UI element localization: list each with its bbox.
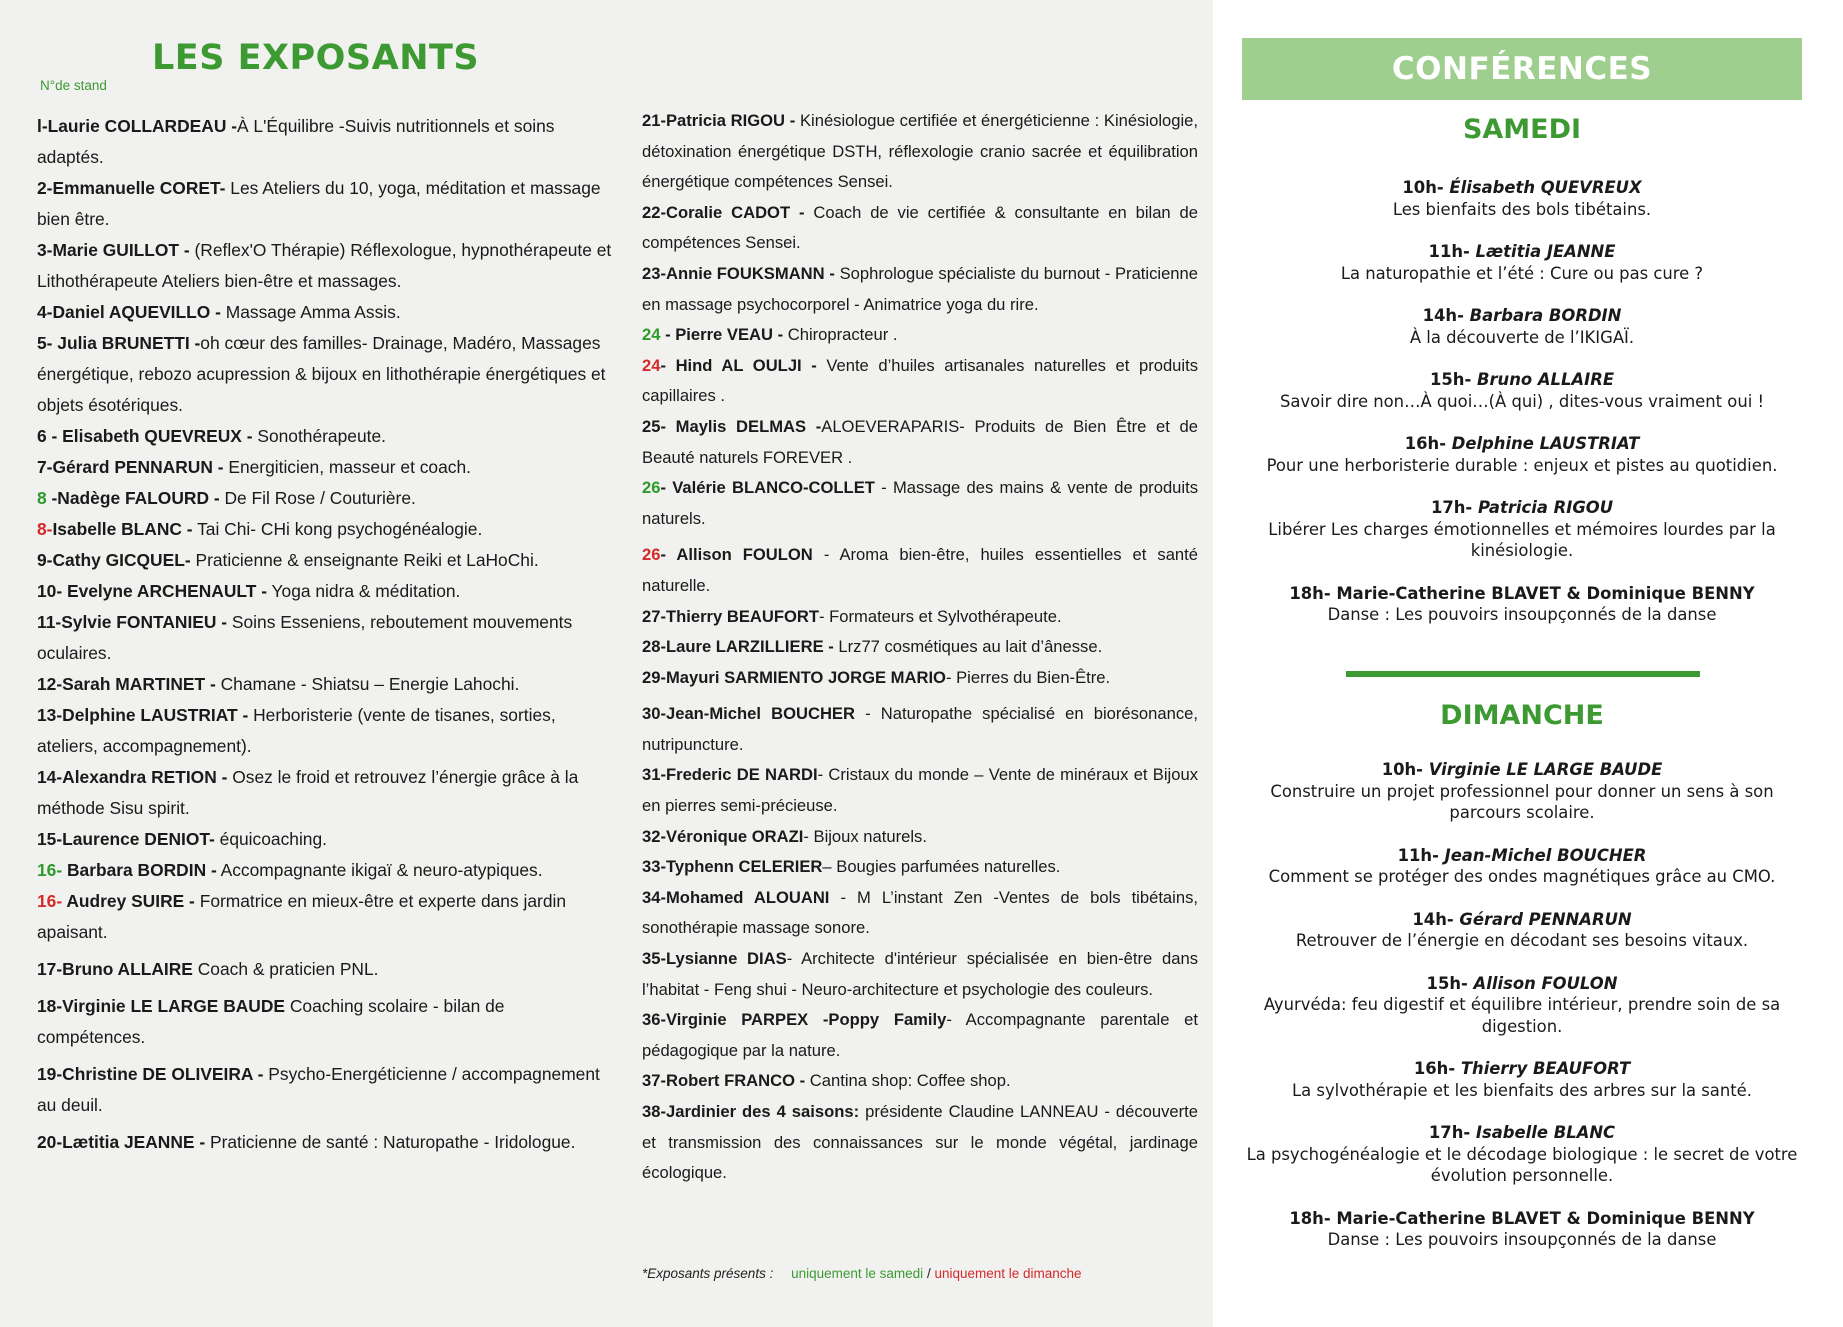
exhibitor-name: Jean-Michel BOUCHER [665, 704, 855, 724]
exhibitor-description: Formatrice en mieux-être et experte dans jardin apaisant. [37, 891, 567, 942]
exhibitor-name: Christine DE OLIVEIRA - [62, 1064, 264, 1084]
exhibitor-name: Sylvie FONTANIEU - [61, 612, 228, 632]
talk-time: 18h- [1289, 583, 1337, 603]
exhibitor-description: - Accompagnante parentale et pédagogique par la nature. [642, 1010, 1198, 1060]
talk-topic: Danse : Les pouvoirs insoupçonnés de la danse [1327, 1230, 1717, 1249]
talk-time: 18h- [1289, 1208, 1337, 1228]
exhibitor-entry [642, 1097, 1198, 1189]
exhibitor-name: - Hind AL OULJI - [660, 355, 817, 375]
stand-number: 10- [37, 581, 67, 601]
exhibitor-description: Yoga nidra & méditation. [267, 581, 461, 601]
talk-time: 16h- [1404, 434, 1452, 453]
exhibitor-entry [37, 855, 617, 886]
talk-speaker: Marie-Catherine BLAVET & Dominique BENNY [1336, 583, 1755, 603]
exhibitor-description: - Massage des mains & vente de produits naturels. [642, 478, 1198, 528]
exhibitor-entry [37, 991, 617, 1053]
stand-number: l- [37, 116, 48, 136]
exhibitor-entry [642, 760, 1198, 821]
stand-number: 26 [642, 545, 661, 565]
exposants-title: LES EXPOSANTS [152, 38, 480, 78]
talk-heading [1242, 909, 1802, 931]
talk-speaker: Patricia RIGOU [1477, 498, 1614, 517]
sunday-talks [1242, 759, 1802, 1272]
exhibitor-name: Sarah MARTINET - [62, 674, 216, 694]
talk-time: 11h- [1397, 845, 1445, 865]
stand-number: 26 [642, 478, 661, 498]
exhibitor-name: Laurie COLLARDEAU - [47, 116, 237, 136]
exhibitor-description: Energiticien, masseur et coach. [223, 457, 471, 477]
talk-topic: Les bienfaits des bols tibétains. [1392, 199, 1652, 219]
conference-talk [1242, 1058, 1802, 1101]
exhibitor-entry [37, 111, 617, 173]
talk-speaker: Allison FOULON [1473, 973, 1618, 993]
talk-speaker: Virginie LE LARGE BAUDE [1428, 760, 1663, 779]
talk-time: 14h- [1422, 306, 1470, 325]
exhibitor-description: Psycho-Energéticienne / accompagnement au deuil. [37, 1064, 600, 1115]
exhibitor-name: Frederic DE NARDI [665, 765, 818, 785]
exhibitor-description: équicoaching. [214, 829, 327, 849]
stand-number: 24 [642, 355, 661, 375]
exhibitor-name: Coralie CADOT - [665, 202, 805, 222]
exhibitor-name: Bruno ALLAIRE [62, 959, 193, 979]
conference-talk [1242, 241, 1802, 284]
stand-number: 17- [37, 959, 63, 979]
stand-number: 6 - [37, 426, 63, 446]
exhibitor-name: Emmanuelle CORET- [52, 178, 226, 198]
exhibitor-name: Robert FRANCO - [665, 1071, 806, 1091]
exposants-column-1 [37, 111, 617, 1158]
talk-topic: Pour une herboristerie durable : enjeux et pistes au quotidien. [1266, 455, 1778, 475]
stand-number: 23- [642, 263, 666, 283]
stand-number: 2 [37, 1132, 47, 1152]
conference-talk [1242, 369, 1802, 412]
exhibitor-name: Elisabeth QUEVREUX - [62, 426, 253, 446]
exhibitor-description: - Bijoux naturels. [803, 826, 927, 846]
stand-number: 7- [37, 457, 53, 477]
exhibitor-description: ALOEVERAPARIS- Produits de Bien Être et de Beauté naturels FOREVER . [642, 416, 1198, 467]
exhibitor-entry [642, 540, 1198, 601]
saturday-title: SAMEDI [1462, 114, 1582, 145]
talk-speaker: Élisabeth QUEVREUX [1449, 178, 1642, 197]
stand-number: 27- [642, 606, 666, 626]
talk-speaker: Bruno ALLAIRE [1476, 370, 1615, 389]
saturday-talks [1242, 177, 1802, 647]
talk-time: 15h- [1426, 973, 1474, 993]
conference-talk [1242, 1122, 1802, 1187]
exhibitor-name: -Nadège FALOURD - [51, 488, 220, 508]
exhibitor-description: Sonothérapeute. [252, 426, 386, 446]
exhibitor-description: Praticienne de santé : Naturopathe - Iridologue. [205, 1132, 576, 1152]
exhibitor-description: Praticienne & enseignante Reiki et LaHoChi. [190, 550, 539, 570]
talk-heading [1242, 241, 1802, 263]
stand-number: 13- [37, 705, 63, 725]
stand-number: 8 [37, 488, 52, 508]
exhibitor-entry [642, 632, 1198, 663]
talk-time: 16h- [1413, 1059, 1461, 1078]
stand-number: 16- [37, 860, 67, 880]
stand-number: 4- [37, 302, 53, 322]
exhibitor-description: Coach & praticien PNL. [192, 959, 379, 979]
talk-time: 11h- [1428, 242, 1476, 261]
exhibitor-description: - Aroma bien-être, huiles essentielles et santé naturelle. [642, 545, 1199, 595]
exhibitor-entry [642, 852, 1198, 883]
exhibitor-description: – Bougies parfumées naturelles. [822, 857, 1061, 877]
stand-number: 5- [37, 333, 58, 353]
exhibitor-description: Sophrologue spécialiste du burnout - Praticienne en massage psychocorporel - Animatrice yoga du rire. [642, 263, 1198, 314]
exhibitor-entry [642, 663, 1198, 694]
exhibitor-description: - Pierres du Bien-Être. [945, 667, 1111, 687]
talk-time: 10h- [1402, 178, 1450, 197]
exhibitor-entry [37, 545, 617, 576]
conference-talk [1242, 973, 1802, 1038]
conferences-header: CONFÉRENCES [1242, 38, 1802, 100]
conference-talk [1242, 305, 1802, 348]
exhibitor-description: présidente Claudine LANNEAU - découverte et transmission des connaissances sur le monde végétal, jardinage écologique. [642, 1102, 1198, 1183]
talk-topic: La naturopathie et l’été : Cure ou pas cure ? [1340, 263, 1704, 283]
stand-number: 29- [642, 667, 666, 687]
exhibitor-description: Les Ateliers du 10, yoga, méditation et massage bien être. [37, 178, 601, 229]
exhibitor-name: Jardinier des 4 saisons: [665, 1102, 860, 1121]
talk-speaker: Thierry BEAUFORT [1460, 1059, 1631, 1078]
exhibitor-name: Marie GUILLOT - [52, 240, 190, 260]
exhibitor-name: Gérard PENNARUN - [52, 457, 224, 477]
talk-heading [1242, 369, 1802, 391]
conference-talk [1242, 497, 1802, 562]
exhibitor-description: Tai Chi- CHi kong psychogénéalogie. [192, 519, 483, 539]
exhibitor-entry [642, 883, 1198, 944]
stand-number-label: N°de stand [40, 78, 107, 93]
exhibitor-entry [642, 473, 1198, 534]
talk-topic: Comment se protéger des ondes magnétiques grâce au CMO. [1268, 867, 1776, 886]
conference-talk [1242, 433, 1802, 476]
stand-number: 30- [642, 704, 666, 724]
talk-heading [1242, 177, 1802, 199]
exhibitor-entry [37, 514, 617, 545]
exhibitor-entry [37, 886, 617, 948]
exhibitor-entry [642, 944, 1198, 1005]
exhibitor-entry [37, 954, 617, 985]
exhibitor-description: Osez le froid et retrouvez l’énergie grâce à la méthode Sisu spirit. [37, 767, 579, 818]
exhibitor-entry [37, 700, 617, 762]
exhibitor-name: Mayuri SARMIENTO JORGE MARIO [665, 667, 946, 687]
talk-topic: La psychogénéalogie et le décodage biologique : le secret de votre évolution personnelle. [1246, 1144, 1798, 1185]
exhibitor-entry [642, 822, 1198, 853]
stand-number: 21- [642, 111, 666, 130]
talk-topic: Savoir dire non…À quoi…(À qui) , dites-vous vraiment oui ! [1279, 391, 1765, 411]
stand-number: 37- [642, 1071, 666, 1091]
conference-talk [1242, 909, 1802, 952]
stand-number: 31- [642, 765, 666, 785]
sunday-title: DIMANCHE [1440, 700, 1604, 731]
stand-number: 35- [642, 949, 666, 969]
exhibitor-description: Vente d’huiles artisanales naturelles et produits capillaires . [642, 355, 1199, 406]
exposants-column-2 [642, 106, 1198, 1189]
talk-heading [1242, 583, 1802, 605]
conference-talk [1242, 845, 1802, 888]
exhibitor-description: De Fil Rose / Couturière. [219, 488, 416, 508]
exhibitor-entry [37, 669, 617, 700]
exhibitor-entry [642, 351, 1198, 412]
exhibitor-description: Chamane - Shiatsu – Energie Lahochi. [215, 674, 520, 694]
talk-topic: Ayurvéda: feu digestif et équilibre intérieur, prendre soin de sa digestion. [1263, 995, 1781, 1036]
talk-topic: Danse : Les pouvoirs insoupçonnés de la danse [1327, 605, 1717, 624]
talk-speaker: Jean-Michel BOUCHER [1444, 845, 1647, 865]
talk-speaker: Barbara BORDIN [1469, 306, 1622, 325]
exhibitor-name: Virginie PARPEX -Poppy Family [665, 1010, 947, 1030]
talk-speaker: Lætitia JEANNE [1475, 242, 1616, 261]
attendance-note [642, 1266, 1082, 1281]
stand-number: 24 [642, 325, 661, 345]
exhibitor-entry [37, 762, 617, 824]
exhibitor-description: Chiropracteur . [783, 325, 898, 345]
exhibitor-name: Lysianne DIAS [665, 949, 787, 969]
exhibitor-entry [642, 602, 1198, 633]
exhibitor-name: Evelyne ARCHENAULT - [66, 581, 267, 601]
exhibitor-entry [37, 421, 617, 452]
stand-number: 3- [37, 240, 53, 260]
exhibitor-name: Barbara BORDIN - [66, 860, 217, 880]
stand-number: 2- [37, 178, 53, 198]
exhibitor-description: - Architecte d'intérieur spécialisée en bien-être dans l’habitat - Feng shui - Neuro-architecture et psychologie des couleurs. [642, 949, 1198, 999]
exhibitor-entry [37, 173, 617, 235]
exhibitor-entry [642, 1066, 1198, 1097]
conference-talk [1242, 177, 1802, 220]
exhibitor-entry [37, 483, 617, 514]
talk-heading [1242, 845, 1802, 867]
conference-talk [1242, 759, 1802, 824]
exhibitor-entry [642, 1005, 1198, 1066]
talk-time: 17h- [1428, 1123, 1476, 1142]
exhibitor-description: Herboristerie (vente de tisanes, sorties, ateliers, accompagnement). [37, 705, 556, 756]
day-divider [1346, 671, 1700, 677]
talk-time: 15h- [1429, 370, 1477, 389]
exhibitor-description: Accompagnante ikigaï & neuro-atypiques. [216, 860, 543, 880]
stand-number: 15- [37, 829, 63, 849]
stand-number: 14- [37, 767, 63, 787]
stand-number: 11- [37, 612, 62, 632]
exhibitor-name: Julia BRUNETTI - [57, 333, 201, 353]
exhibitor-name: Laure LARZILLIERE - [665, 637, 834, 657]
exhibitor-description: - Cristaux du monde – Vente de minéraux et Bijoux en pierres semi-précieuse. [642, 765, 1198, 816]
exhibitor-description: Massage Amma Assis. [220, 302, 401, 322]
talk-topic: À la découverte de l’IKIGAÏ. [1409, 327, 1635, 347]
note-saturday: uniquement le samedi [791, 1266, 924, 1281]
talk-topic: La sylvothérapie et les bienfaits des arbres sur la santé. [1292, 1080, 1752, 1100]
exhibitor-entry [642, 106, 1198, 198]
talk-speaker: Delphine LAUSTRIAT [1451, 434, 1640, 453]
exhibitor-description: Cantina shop: Coffee shop. [805, 1071, 1011, 1091]
talk-topic: Construire un projet professionnel pour donner un sens à son parcours scolaire. [1270, 781, 1774, 822]
exhibitor-name: Typhenn CELERIER [665, 857, 823, 877]
exhibitor-entry [642, 259, 1198, 320]
talk-speaker: Gérard PENNARUN [1459, 909, 1632, 929]
stand-number: 8- [37, 519, 53, 539]
exhibitor-description: Soins Esseniens, reboutement mouvements oculaires. [37, 612, 573, 663]
exhibitor-description: - Formateurs et Sylvothérapeute. [819, 606, 1062, 626]
exhibitor-entry [642, 412, 1198, 473]
talk-heading [1242, 497, 1802, 519]
talk-heading [1242, 1122, 1802, 1144]
exhibitor-description: (Reflex'O Thérapie) Réflexologue, hypnothérapeute et Lithothérapeute Ateliers bien-être et massages. [37, 240, 612, 291]
talk-heading [1242, 1058, 1802, 1080]
exhibitor-name: - Valérie BLANCO-COLLET [660, 478, 875, 498]
exhibitor-entry [37, 824, 617, 855]
exhibitor-name: Patricia RIGOU - [665, 111, 796, 130]
exhibitor-name: Cathy GICQUEL- [52, 550, 191, 570]
exhibitor-name: Virginie LE LARGE BAUDE [62, 996, 286, 1016]
talk-time: 10h- [1381, 760, 1429, 779]
exhibitor-description: Coach de vie certifiée & consultante en bilan de compétences Sensei. [642, 202, 1198, 253]
exhibitor-name: Annie FOUKSMANN - [665, 263, 835, 283]
stand-number: 28- [642, 637, 666, 657]
exhibitor-entry [37, 328, 617, 421]
conference-talk [1242, 583, 1802, 626]
exhibitor-description: oh cœur des familles- Drainage, Madéro, Massages énergétique, rebozo acupression & bijoux en lithothérapie énergétiques et objets ésotériques. [37, 333, 606, 415]
exhibitor-name: Maylis DELMAS - [675, 416, 822, 436]
exhibitor-entry [37, 607, 617, 669]
exhibitor-entry [642, 699, 1198, 760]
exhibitor-name: Thierry BEAUFORT [665, 606, 820, 626]
talk-heading [1242, 973, 1802, 995]
talk-time: 17h- [1430, 498, 1478, 517]
talk-speaker: Isabelle BLANC [1475, 1123, 1616, 1142]
exhibitor-entry [642, 320, 1198, 351]
stand-number: 18- [37, 996, 63, 1016]
exhibitor-name: Alexandra RETION - [62, 767, 228, 787]
stand-number: 32- [642, 826, 666, 846]
exhibitor-name: Laurence DENIOT- [62, 829, 215, 849]
talk-time: 14h- [1412, 909, 1460, 929]
exhibitor-name: - Allison FOULON [660, 545, 813, 565]
exhibitor-description: - M L’instant Zen -Ventes de bols tibétains, sonothérapie massage sonore. [642, 887, 1198, 938]
exhibitor-name: - Pierre VEAU - [660, 325, 784, 345]
exhibitor-entry [37, 452, 617, 483]
stand-number: 22- [642, 202, 666, 222]
exhibitor-name: Isabelle BLANC - [52, 519, 193, 539]
exhibitor-name: Mohamed ALOUANI [665, 887, 830, 907]
talk-speaker: Marie-Catherine BLAVET & Dominique BENNY [1336, 1208, 1755, 1228]
note-separator: / [923, 1266, 935, 1281]
stand-number: 9- [37, 550, 53, 570]
talk-topic: Libérer Les charges émotionnelles et mémoires lourdes par la kinésiologie. [1268, 519, 1776, 560]
exhibitor-description: Lrz77 cosmétiques au lait d’ânesse. [833, 637, 1103, 657]
stand-number: 34- [642, 887, 666, 907]
exhibitor-name: Delphine LAUSTRIAT - [62, 705, 249, 725]
stand-number: 16- [37, 891, 67, 911]
stand-number: 12- [37, 674, 63, 694]
stand-number: 36- [642, 1010, 666, 1030]
stand-number: 38- [642, 1102, 666, 1121]
exhibitor-description: À L'Équilibre -Suivis nutritionnels et soins adaptés. [37, 116, 555, 167]
exhibitor-entry [37, 235, 617, 297]
stand-number: 33- [642, 857, 666, 877]
exhibitor-name: 0-Lætitia JEANNE - [46, 1132, 206, 1152]
exhibitor-entry [37, 297, 617, 328]
talk-heading [1242, 305, 1802, 327]
exhibitor-description: - Naturopathe spécialisé en biorésonance, nutripuncture. [642, 704, 1198, 754]
note-label: *Exposants présents : [642, 1266, 774, 1281]
exhibitor-entry [37, 1059, 617, 1121]
conference-talk [1242, 1208, 1802, 1251]
note-sunday: uniquement le dimanche [934, 1266, 1082, 1281]
exhibitor-name: Daniel AQUEVILLO - [52, 302, 221, 322]
exhibitor-description: Coaching scolaire - bilan de compétences. [37, 996, 505, 1047]
talk-topic: Retrouver de l’énergie en décodant ses besoins vitaux. [1295, 931, 1749, 950]
exhibitor-name: Véronique ORAZI [665, 826, 804, 846]
exhibitor-entry [37, 576, 617, 607]
stand-number: 25- [642, 416, 676, 436]
exhibitor-name: Audrey SUIRE - [66, 891, 195, 911]
exhibitor-entry [37, 1127, 617, 1158]
exhibitor-description: Kinésiologue certifiée et énergéticienne : Kinésiologie, détoxination énergétique DSTH, réflexologie cranio sacrée et équilibration énergétique compétences Sensei. [642, 111, 1198, 192]
stand-number: 19- [37, 1064, 63, 1084]
talk-heading [1242, 433, 1802, 455]
talk-heading [1242, 1208, 1802, 1230]
exhibitor-entry [642, 198, 1198, 259]
talk-heading [1242, 759, 1802, 781]
